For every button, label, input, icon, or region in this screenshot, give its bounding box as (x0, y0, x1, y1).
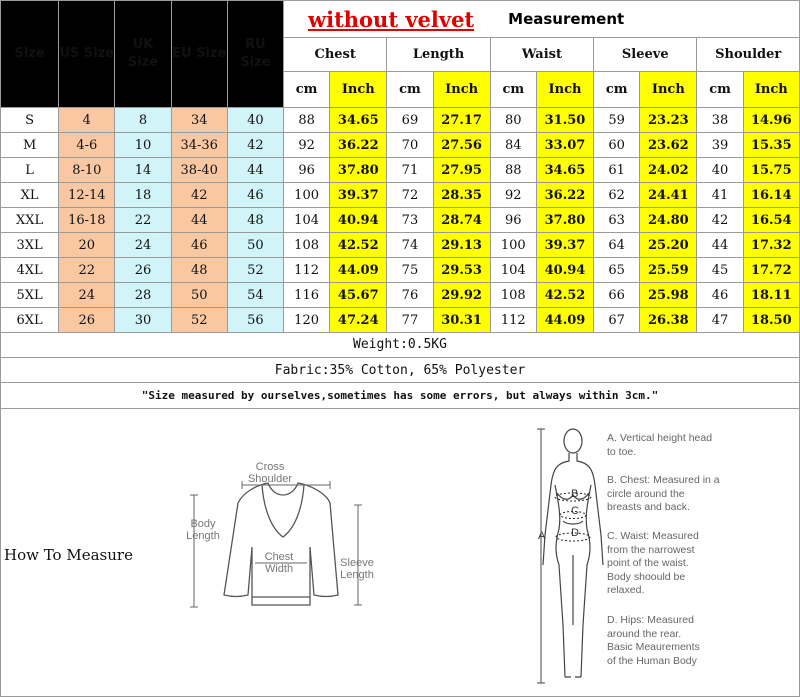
cell-us: 20 (59, 233, 115, 258)
cell-us: 8-10 (59, 158, 115, 183)
cell-length-inch: 29.53 (433, 258, 490, 283)
cell-length-cm: 72 (387, 183, 433, 208)
group-header-waist: Waist (490, 38, 593, 72)
sweater-outline (224, 483, 338, 605)
cell-shoulder-inch: 17.32 (743, 233, 799, 258)
cell-size: 4XL (1, 258, 59, 283)
cell-us: 16-18 (59, 208, 115, 233)
cell-shoulder-inch: 16.14 (743, 183, 799, 208)
cell-size: 3XL (1, 233, 59, 258)
cell-uk: 28 (115, 283, 171, 308)
cell-eu: 46 (171, 233, 227, 258)
unit-inch-length: Inch (433, 72, 490, 108)
sweater-neckline (262, 485, 304, 537)
cell-waist-cm: 104 (490, 258, 536, 283)
cell-sleeve-cm: 64 (594, 233, 640, 258)
cell-size: M (1, 133, 59, 158)
cell-uk: 8 (115, 108, 171, 133)
table-row (1, 283, 800, 308)
col-header-uk: UK Size (115, 1, 171, 108)
cell-shoulder-inch: 17.72 (743, 258, 799, 283)
cell-shoulder-inch: 18.11 (743, 283, 799, 308)
body-length-label: Body Length (186, 518, 220, 542)
cell-shoulder-cm: 39 (697, 133, 743, 158)
cell-shoulder-inch: 15.75 (743, 158, 799, 183)
cell-eu: 48 (171, 258, 227, 283)
cell-eu: 38-40 (171, 158, 227, 183)
cell-chest-cm: 96 (284, 158, 330, 183)
cell-waist-inch: 42.52 (536, 283, 593, 308)
cell-length-cm: 71 (387, 158, 433, 183)
cell-length-cm: 74 (387, 233, 433, 258)
cell-uk: 10 (115, 133, 171, 158)
cell-shoulder-inch: 16.54 (743, 208, 799, 233)
table-row (1, 258, 800, 283)
cell-chest-inch: 36.22 (330, 133, 387, 158)
cell-ru: 46 (227, 183, 283, 208)
body-note-a: A. Vertical height head to toe. (607, 432, 713, 458)
cell-ru: 48 (227, 208, 283, 233)
group-header-sleeve: Sleeve (594, 38, 697, 72)
cell-sleeve-inch: 25.59 (640, 258, 697, 283)
cell-waist-inch: 37.80 (536, 208, 593, 233)
table-row (1, 158, 800, 183)
unit-inch-waist: Inch (536, 72, 593, 108)
cell-length-inch: 28.35 (433, 183, 490, 208)
cell-sleeve-cm: 66 (594, 283, 640, 308)
cell-shoulder-cm: 40 (697, 158, 743, 183)
cell-us: 24 (59, 283, 115, 308)
cell-chest-cm: 100 (284, 183, 330, 208)
figure-letter-b: B (571, 488, 579, 500)
cell-size: XL (1, 183, 59, 208)
cell-eu: 52 (171, 308, 227, 333)
cell-sleeve-cm: 67 (594, 308, 640, 333)
cell-sleeve-inch: 25.98 (640, 283, 697, 308)
cell-length-cm: 70 (387, 133, 433, 158)
unit-cm-chest: cm (284, 72, 330, 108)
cell-length-cm: 77 (387, 308, 433, 333)
table-row (1, 308, 800, 333)
cell-chest-cm: 92 (284, 133, 330, 158)
cell-chest-cm: 88 (284, 108, 330, 133)
cell-length-inch: 27.95 (433, 158, 490, 183)
cell-eu: 50 (171, 283, 227, 308)
cell-length-cm: 75 (387, 258, 433, 283)
cell-chest-cm: 112 (284, 258, 330, 283)
unit-inch-sleeve: Inch (640, 72, 697, 108)
cell-chest-inch: 47.24 (330, 308, 387, 333)
cell-waist-cm: 96 (490, 208, 536, 233)
body-note-c: C. Waist: Measured from the narrowest point of the waist. Body shoould be relaxed. (607, 530, 699, 596)
cell-length-inch: 27.17 (433, 108, 490, 133)
cell-eu: 34 (171, 108, 227, 133)
cell-uk: 26 (115, 258, 171, 283)
group-header-length: Length (387, 38, 490, 72)
cell-sleeve-inch: 24.80 (640, 208, 697, 233)
cell-length-cm: 69 (387, 108, 433, 133)
col-header-ru: RU Size (227, 1, 283, 108)
cell-chest-inch: 34.65 (330, 108, 387, 133)
cell-eu: 42 (171, 183, 227, 208)
cell-length-cm: 73 (387, 208, 433, 233)
cell-shoulder-inch: 15.35 (743, 133, 799, 158)
cell-uk: 14 (115, 158, 171, 183)
cell-shoulder-cm: 46 (697, 283, 743, 308)
cell-sleeve-cm: 61 (594, 158, 640, 183)
cell-eu: 34-36 (171, 133, 227, 158)
how-to-measure-label: How To Measure (4, 546, 133, 564)
cross-shoulder-label: Cross Shoulder (247, 461, 293, 485)
fabric-note: Fabric:35% Cotton, 65% Polyester (0, 358, 800, 383)
cell-sleeve-cm: 59 (594, 108, 640, 133)
table-row (1, 108, 800, 133)
cell-sleeve-cm: 63 (594, 208, 640, 233)
col-header-us: US Size (59, 1, 115, 108)
cell-waist-cm: 100 (490, 233, 536, 258)
cell-waist-cm: 84 (490, 133, 536, 158)
cell-waist-cm: 112 (490, 308, 536, 333)
cell-shoulder-cm: 47 (697, 308, 743, 333)
table-row (1, 233, 800, 258)
size-chart-table (0, 0, 800, 333)
col-header-size: Size (1, 1, 59, 108)
cell-waist-inch: 44.09 (536, 308, 593, 333)
cell-us: 4 (59, 108, 115, 133)
cell-uk: 24 (115, 233, 171, 258)
cell-waist-inch: 39.37 (536, 233, 593, 258)
cell-waist-cm: 80 (490, 108, 536, 133)
cell-sleeve-inch: 24.02 (640, 158, 697, 183)
sleeve-length-label: Sleeve Length (340, 557, 374, 581)
chart-title (284, 1, 800, 38)
table-row (1, 183, 800, 208)
cell-shoulder-cm: 42 (697, 208, 743, 233)
cell-uk: 18 (115, 183, 171, 208)
cell-size: 5XL (1, 283, 59, 308)
cell-waist-inch: 34.65 (536, 158, 593, 183)
cell-us: 4-6 (59, 133, 115, 158)
col-header-eu: EU Size (171, 1, 227, 108)
unit-inch-chest: Inch (330, 72, 387, 108)
cell-shoulder-cm: 41 (697, 183, 743, 208)
table-row (1, 133, 800, 158)
cell-chest-inch: 42.52 (330, 233, 387, 258)
figure-letter-d: D (571, 527, 579, 539)
cell-chest-inch: 37.80 (330, 158, 387, 183)
body-note-b: B. Chest: Measured in a circle around the breasts and back. (607, 474, 720, 513)
cell-waist-cm: 108 (490, 283, 536, 308)
cell-sleeve-inch: 23.23 (640, 108, 697, 133)
cell-ru: 52 (227, 258, 283, 283)
cell-size: L (1, 158, 59, 183)
cell-shoulder-cm: 44 (697, 233, 743, 258)
group-header-chest: Chest (284, 38, 387, 72)
cell-us: 22 (59, 258, 115, 283)
cell-ru: 40 (227, 108, 283, 133)
cell-length-inch: 29.13 (433, 233, 490, 258)
figure-letter-a: A (538, 530, 546, 542)
body-note-d: D. Hips: Measured around the rear. Basic Meaurements of the Human Body (607, 614, 700, 667)
unit-cm-sleeve: cm (594, 72, 640, 108)
cell-size: XXL (1, 208, 59, 233)
cell-sleeve-cm: 65 (594, 258, 640, 283)
cell-sleeve-inch: 25.20 (640, 233, 697, 258)
cell-waist-inch: 33.07 (536, 133, 593, 158)
cell-uk: 30 (115, 308, 171, 333)
cell-shoulder-inch: 14.96 (743, 108, 799, 133)
unit-inch-shoulder: Inch (743, 72, 799, 108)
cell-chest-cm: 120 (284, 308, 330, 333)
cell-uk: 22 (115, 208, 171, 233)
cell-chest-cm: 116 (284, 283, 330, 308)
figure-letter-c: C (571, 505, 579, 517)
cell-length-cm: 76 (387, 283, 433, 308)
unit-cm-shoulder: cm (697, 72, 743, 108)
cell-length-inch: 28.74 (433, 208, 490, 233)
cell-sleeve-inch: 24.41 (640, 183, 697, 208)
cell-us: 26 (59, 308, 115, 333)
disclaimer-note: "Size measured by ourselves,sometimes has some errors, but always within 3cm." (0, 383, 800, 409)
cell-sleeve-cm: 62 (594, 183, 640, 208)
cell-sleeve-inch: 23.62 (640, 133, 697, 158)
cell-length-inch: 29.92 (433, 283, 490, 308)
cell-ru: 44 (227, 158, 283, 183)
cell-waist-inch: 40.94 (536, 258, 593, 283)
cell-ru: 54 (227, 283, 283, 308)
group-header-shoulder: Shoulder (697, 38, 800, 72)
cell-chest-inch: 40.94 (330, 208, 387, 233)
cell-sleeve-inch: 26.38 (640, 308, 697, 333)
cell-waist-inch: 31.50 (536, 108, 593, 133)
cell-size: S (1, 108, 59, 133)
unit-cm-waist: cm (490, 72, 536, 108)
cell-ru: 42 (227, 133, 283, 158)
cell-waist-cm: 88 (490, 158, 536, 183)
chest-width-label: Chest Width (264, 551, 294, 575)
cell-eu: 44 (171, 208, 227, 233)
cell-shoulder-cm: 38 (697, 108, 743, 133)
cell-chest-inch: 44.09 (330, 258, 387, 283)
cell-chest-inch: 45.67 (330, 283, 387, 308)
table-row (1, 208, 800, 233)
cell-shoulder-cm: 45 (697, 258, 743, 283)
measurement-title: Measurement (508, 10, 625, 28)
cell-waist-inch: 36.22 (536, 183, 593, 208)
cell-length-inch: 30.31 (433, 308, 490, 333)
cell-length-inch: 27.56 (433, 133, 490, 158)
cell-ru: 56 (227, 308, 283, 333)
weight-note: Weight:0.5KG (0, 332, 800, 358)
cell-chest-cm: 108 (284, 233, 330, 258)
cell-chest-cm: 104 (284, 208, 330, 233)
cell-sleeve-cm: 60 (594, 133, 640, 158)
cell-chest-inch: 39.37 (330, 183, 387, 208)
cell-ru: 50 (227, 233, 283, 258)
cell-size: 6XL (1, 308, 59, 333)
variant-title: without velvet (308, 6, 475, 32)
cell-us: 12-14 (59, 183, 115, 208)
cell-waist-cm: 92 (490, 183, 536, 208)
cell-shoulder-inch: 18.50 (743, 308, 799, 333)
body-figure (535, 425, 605, 687)
unit-cm-length: cm (387, 72, 433, 108)
